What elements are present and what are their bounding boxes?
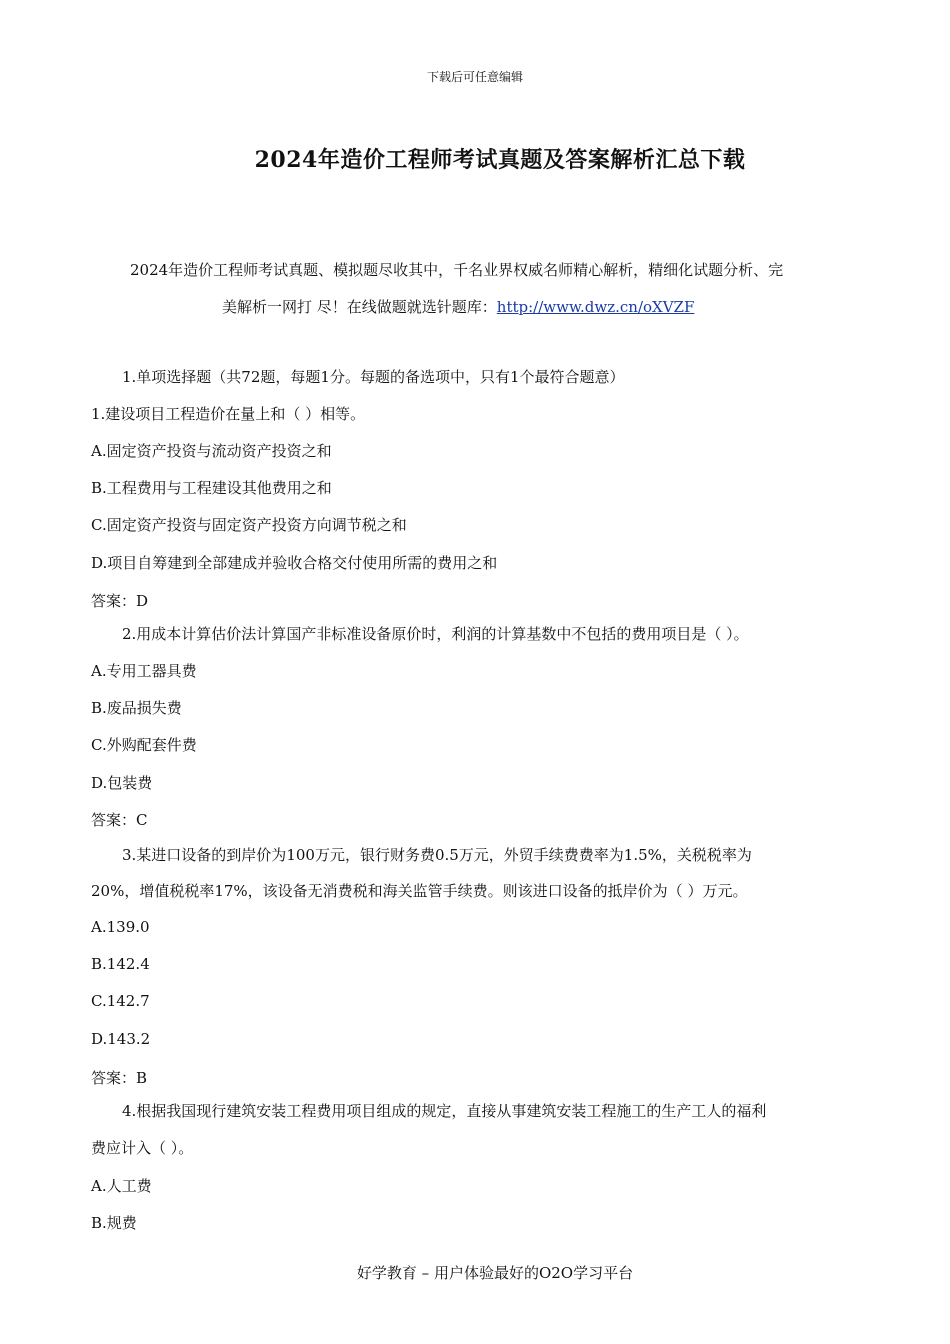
q2-option-b: B.废品损失费 [91,699,182,717]
q1-option-d: D.项目自筹建到全部建成并验收合格交付使用所需的费用之和 [91,554,498,572]
intro-line-1: 2024年造价工程师考试真题、模拟题尽收其中，千名业界权威名师精心解析，精细化试题分析、完 [130,261,784,279]
q4-option-b: B.规费 [91,1214,137,1232]
q2-option-a: A.专用工器具费 [91,662,197,680]
q3-option-a: A.139.0 [91,918,150,936]
q2-option-c: C.外购配套件费 [91,736,197,754]
q3-option-b: B.142.4 [91,955,150,973]
header-note: 下载后可任意编辑 [426,70,523,84]
intro-line-2 [222,296,694,317]
q4-option-a: A.人工费 [91,1177,152,1195]
q3-answer: 答案：B [91,1069,148,1087]
q1-answer: 答案：D [91,592,149,610]
q3-option-c: C.142.7 [91,992,150,1010]
page-footer: 好学教育 – 用户体验最好的O2O学习平台 [356,1264,634,1282]
intro-line-2-text: 美解析一网打 尽！在线做题就选针题库： [222,298,497,316]
q3-option-d: D.143.2 [91,1030,151,1048]
document-title: 2024年造价工程师考试真题及答案解析汇总下载 [254,147,746,173]
q2-option-d: D.包装费 [91,774,153,792]
q3-stem-line-1: 3.某进口设备的到岸价为100万元，银行财务费0.5万元，外贸手续费费率为1.5%，关税税率为 [122,846,752,864]
q1-stem: 1.建设项目工程造价在量上和（ ）相等。 [91,405,366,423]
q4-stem-line-1: 4.根据我国现行建筑安装工程费用项目组成的规定，直接从事建筑安装工程施工的生产工人的福利 [122,1102,767,1120]
section-heading: 1.单项选择题（共72题，每题1分。每题的备选项中，只有1个最符合题意） [122,368,625,386]
q3-stem-line-2: 20%，增值税税率17%，该设备无消费税和海关监管手续费。则该进口设备的抵岸价为（ ）万元。 [91,882,748,900]
q1-option-a: A.固定资产投资与流动资产投资之和 [91,442,332,460]
q2-stem: 2.用成本计算估价法计算国产非标准设备原价时，利润的计算基数中不包括的费用项目是（ ）。 [122,625,749,643]
q1-option-b: B.工程费用与工程建设其他费用之和 [91,479,332,497]
q4-stem-line-2: 费应计入（ ）。 [91,1139,194,1157]
question-bank-link[interactable]: http://www.dwz.cn/oXVZF [496,298,695,316]
q2-answer: 答案：C [91,811,148,829]
q1-option-c: C.固定资产投资与固定资产投资方向调节税之和 [91,516,407,534]
